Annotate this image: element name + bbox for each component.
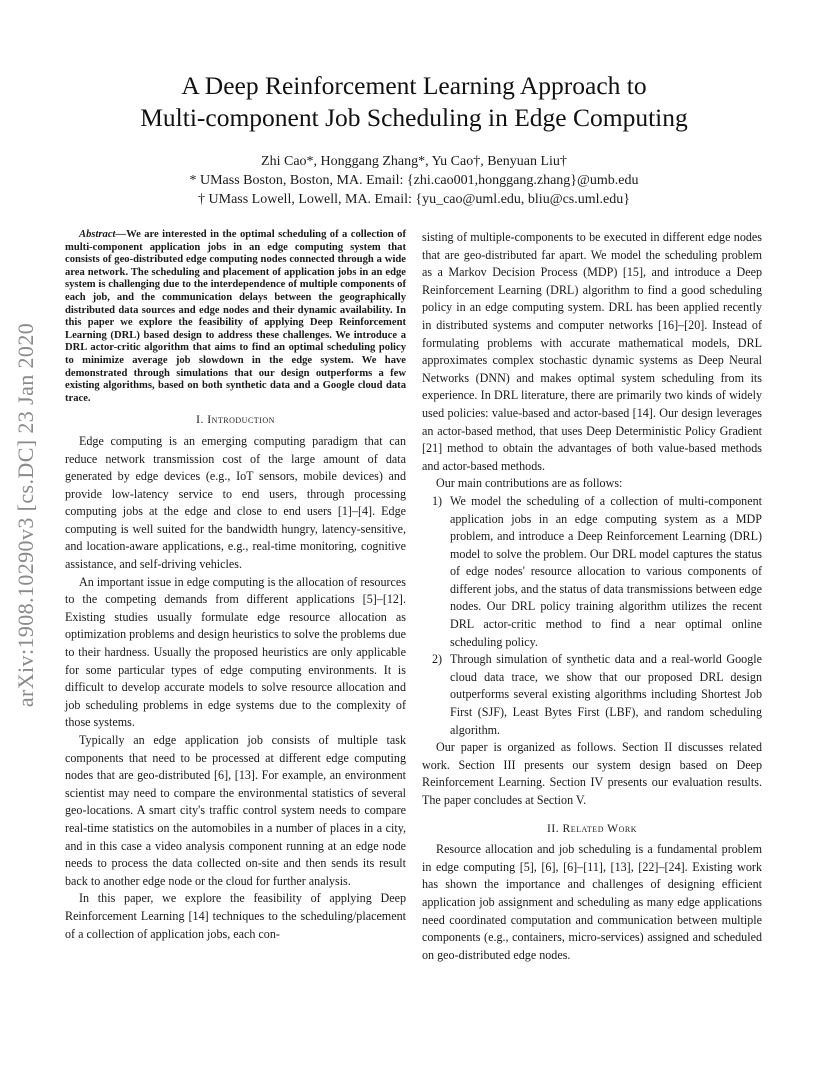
affiliation-1: * UMass Boston, Boston, MA. Email: {zhi.cao001,honggang.zhang}@umb.edu xyxy=(189,173,639,188)
author-block xyxy=(60,152,768,209)
abstract xyxy=(65,229,406,405)
abstract-lead: Abstract xyxy=(79,229,116,240)
contribution-number: 2) xyxy=(432,652,443,667)
title-line-1: A Deep Reinforcement Learning Approach to xyxy=(181,71,647,100)
section-heading-introduction: I. Introduction xyxy=(196,413,275,427)
intro-paragraph-4: In this paper, we explore the feasibility of applying Deep Reinforcement Learning [14] techniques to the scheduling/placement of a collection of application jobs, each con- xyxy=(65,891,406,941)
right-column xyxy=(422,229,762,964)
contribution-number: 1) xyxy=(432,493,443,508)
affiliation-2: † UMass Lowell, Lowell, MA. Email: {yu_cao@uml.edu, bliu@cs.uml.edu} xyxy=(198,192,630,207)
arxiv-identifier-text: arXiv:1908.10290v3 [cs.DC] 23 Jan 2020 xyxy=(13,322,38,708)
related-work-paragraph: Resource allocation and job scheduling is a fundamental problem in edge computing [5], [6], [6]–[11], [13], [22]–[24]. Existing work has shown the importance and challenges of designing efficient application job assignment and scheduling as many edge applications need coordinated computation and communication between multiple components (e.g., containers, micro-services) assigned and scheduled on geo-distributed edge nodes. xyxy=(422,842,762,962)
organization-paragraph: Our paper is organized as follows. Section II discusses related work. Section III presents our system design based on Deep Reinforcement Learning. Section IV presents our evaluation results. The paper concludes at Section V. xyxy=(422,740,762,807)
contribution-item xyxy=(422,493,762,651)
contribution-text: We model the scheduling of a collection of multi-component application jobs in an edge computing system as a MDP problem, and introduce a Deep Reinforcement Learning (DRL) model to solve the problem. Our DRL model captures the status of edge nodes' resource allocation to various components of different jobs, and the status of data transmissions between edge nodes. Our DRL policy training algorithm utilizes the recent DRL actor-critic method to find a near optimal online scheduling policy. xyxy=(450,493,762,649)
contribution-text: Through simulation of synthetic data and a real-world Google cloud data trace, we show that our proposed DRL design outperforms several existing algorithms including Shortest Job First (SJF), Least Bytes First (LBF), and random scheduling algorithm. xyxy=(450,652,762,737)
intro-paragraph-2: An important issue in edge computing is the allocation of resources to the competing demands from different applications [5]–[12]. Existing studies usually formulate edge resource allocation as optimization problems and design heuristics to solve the problems due to their hardness. Usually the proposed heuristics are only applicable for some particular types of edge computing environments. It is difficult to develop accurate models to solve resource allocation and job scheduling problems in edge systems due to the complexity of those systems. xyxy=(65,574,406,730)
section-heading-related-work: II. Related Work xyxy=(547,821,637,835)
author-names: Zhi Cao*, Honggang Zhang*, Yu Cao†, Benyuan Liu† xyxy=(261,154,567,169)
intro-paragraph-3: Typically an edge application job consists of multiple task components that need to be processed at different edge computing nodes that are geo-distributed [6], [13]. For example, an environment scientist may need to compare the environmental statistics of several geo-locations. A smart city's traffic control system needs to compare real-time statistics on the automobiles in a number of places in a city, and in this case a video analysis component running at an edge node needs to process the data collected on-site and then sends its result back to another edge node or the cloud for further analysis. xyxy=(65,733,406,888)
contributions-intro: Our main contributions are as follows: xyxy=(436,476,623,491)
title-line-2: Multi-component Job Scheduling in Edge Computing xyxy=(140,103,688,132)
paper-title xyxy=(60,70,768,134)
intro-paragraph-1: Edge computing is an emerging computing paradigm that can reduce network transmission cost of the large amount of data generated by edge devices (e.g., IoT sensors, mobile devices) and provide low-latency service to end users, through processing computing jobs at the edge and close to end users [1]–[4]. Edge computing is well suited for the bandwidth hungry, latency-sensitive, and location-aware applications, e.g., real-time monitoring, cognitive assistance, and self-driving vehicles. xyxy=(65,433,406,572)
arxiv-identifier xyxy=(4,280,48,750)
intro-paragraph-4-continued: sisting of multiple-components to be executed in different edge nodes that are geo-distributed far apart. We model the scheduling problem as a Markov Decision Process (MDP) [15], and introduce a Deep Reinforcement Learning (DRL) algorithm to find a good scheduling policy in an edge computing system. DRL has been applied recently in distributed systems and computer networks [16]–[20]. Instead of formulating problems with accurate mathematical models, DRL approximates complex stochastic dynamic systems as Deep Neural Networks (DNN) and makes optimal system scheduling from its experience. In DRL literature, there are primarily two kinds of widely used policies: value-based and actor-based [14]. Our design leverages an actor-based method, that uses Deep Deterministic Policy Gradient [21] method to obtain the advantages of both value-based methods and actor-based methods. xyxy=(422,230,762,473)
contributions-list xyxy=(422,493,762,739)
left-column xyxy=(65,229,406,943)
contribution-item xyxy=(422,651,762,739)
abstract-text: —We are interested in the optimal scheduling of a collection of multi-component application jobs in an edge computing system that consists of geo-distributed edge computing nodes connected through a wide area network. The scheduling and placement of application jobs in an edge system is challenging due to the interdependence of multiple components of each job, and the communication delays between the geographically distributed data sources and edge nodes and their dynamic availability. In this paper we explore the feasibility of applying Deep Reinforcement Learning (DRL) based design to address these challenges. We introduce a DRL actor-critic algorithm that aims to find an optimal scheduling policy to minimize average job slowdown in the edge system. We have demonstrated through simulations that our design outperforms a few existing algorithms, based on both synthetic data and a Google cloud data trace. xyxy=(65,229,406,404)
